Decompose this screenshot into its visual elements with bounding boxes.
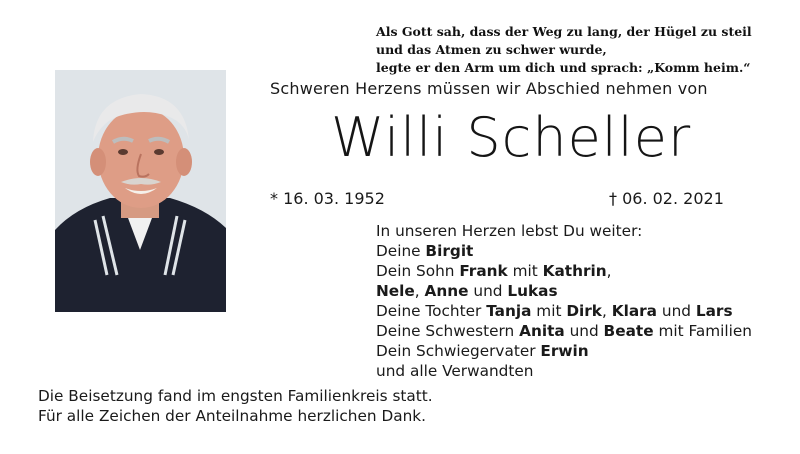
connector-text: , [414,282,425,300]
mourners-line: und alle Verwandten [376,362,534,380]
mourner-name: Frank [459,262,508,280]
mourners-line [376,281,752,301]
mourner-name: Nele [376,282,415,300]
portrait-illustration [55,70,226,312]
quote-line: und das Atmen zu schwer wurde, [376,42,607,57]
mourner-name: Anita [519,322,565,340]
connector-text: , [606,262,612,280]
mourner-name: Dirk [566,302,602,320]
quote-block [376,23,752,77]
mourner-name: Kathrin [542,262,607,280]
mourner-name: Tanja [486,302,532,320]
quote-line: Als Gott sah, dass der Weg zu lang, der Hügel zu steil [376,24,752,39]
mourners-line [376,341,752,361]
connector-text: und [564,322,604,340]
death-date: † 06. 02. 2021 [609,189,724,208]
connector-text: mit [507,262,543,280]
footer-line: Die Beisetzung fand im engsten Familienkreis statt. [38,387,433,405]
mourners-line [376,321,752,341]
mourners-list [376,221,752,381]
connector-text: und [657,302,696,320]
intro-text: Schweren Herzens müssen wir Abschied nehmen von [270,79,708,98]
connector-text: mit [531,302,567,320]
connector-text: , [601,302,612,320]
mourners-line: In unseren Herzen lebst Du weiter: [376,222,643,240]
relation-text: Dein Sohn [376,262,460,280]
quote-line: legte er den Arm um dich und sprach: „Komm heim.“ [376,60,751,75]
footer-line: Für alle Zeichen der Anteilnahme herzlichen Dank. [38,407,427,425]
relation-text: Deine Schwestern [376,322,520,340]
mourner-name: Lars [695,302,733,320]
deceased-name: Willi Scheller [331,106,692,169]
mourner-name: Erwin [540,342,589,360]
mourner-name: Lukas [507,282,558,300]
mourner-name: Birgit [425,242,474,260]
mourner-name: Klara [611,302,658,320]
portrait-photo [55,70,226,312]
relation-text: Deine Tochter [376,302,487,320]
relation-text: Deine [376,242,426,260]
mourner-name: Beate [603,322,654,340]
connector-text: mit Familien [653,322,752,340]
connector-text: und [468,282,508,300]
mourner-name: Anne [424,282,469,300]
footer-text [38,386,433,426]
birth-date: * 16. 03. 1952 [270,189,385,208]
mourners-line [376,301,752,321]
relation-text: Dein Schwiegervater [376,342,541,360]
mourners-line [376,241,752,261]
mourners-line [376,261,752,281]
